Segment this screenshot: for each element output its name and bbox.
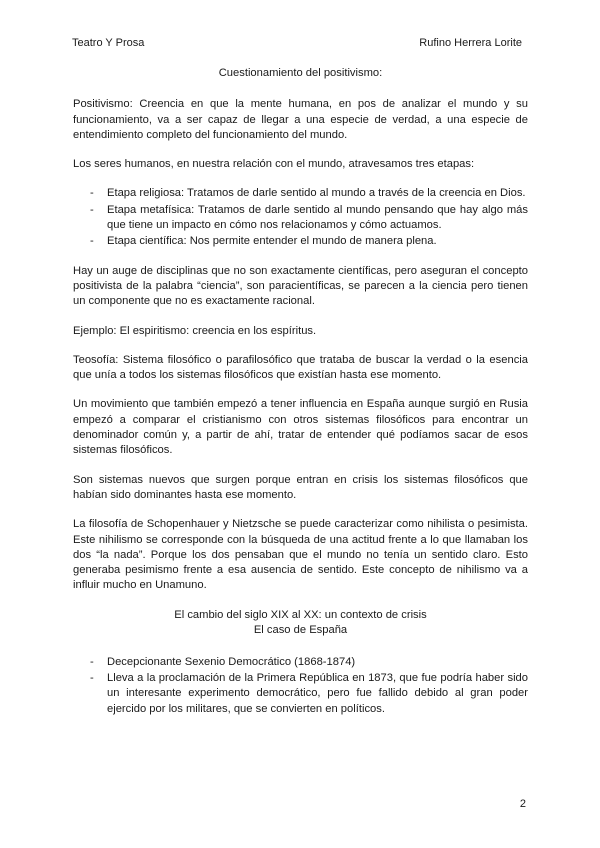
paragraph-paraciencias: Hay un auge de disciplinas que no son exactamente científicas, pero aseguran el concepto positivista de la palabra “ciencia”, son paracientíficas, se parecen a la ciencia pero tienen un componente que no es exactamente racional. (73, 264, 528, 308)
subheading-line-2: El caso de España (253, 623, 348, 636)
bullet-dash: - (90, 187, 94, 200)
bullet-dash: - (90, 672, 94, 685)
subheading-line-1: El cambio del siglo XIX al XX: un contexto de crisis (174, 608, 427, 621)
page-content (73, 66, 528, 731)
list-item-text: Lleva a la proclamación de la Primera República en 1873, que fue podría haber sido un interesante experimento democrático, pero fue fallido debido al gran poder ejercido por los militares, que se convierten en políticos. (107, 672, 528, 715)
header-course-title: Teatro Y Prosa (72, 37, 145, 49)
list-item-text: Etapa metafísica: Tratamos de darle sentido al mundo pensando que hay algo más que tiene un impacto en cómo nos relacionamos y cómo actuamos. (107, 203, 528, 232)
page-number: 2 (519, 798, 526, 810)
paragraph-teosofia: Teosofía: Sistema filosófico o parafilosófico que trataba de buscar la verdad o la esencia que unía a todos los sistemas filosóficos que existían hasta ese momento. (73, 353, 528, 382)
stages-list (73, 186, 528, 249)
paragraph-etapas-intro: Los seres humanos, en nuestra relación con el mundo, atravesamos tres etapas: (73, 158, 475, 171)
paragraph-positivismo: Positivismo: Creencia en que la mente humana, en pos de analizar el mundo y su funcionamiento, va a ser capaz de llegar a una especie de verdad, a una especie de entendimiento completo del funcionamiento del mundo. (73, 98, 528, 141)
list-item (73, 671, 528, 717)
list-item-text: Decepcionante Sexenio Democrático (1868-1874) (107, 655, 356, 668)
paragraph-nihilismo: La filosofía de Schopenhauer y Nietzsche se puede caracterizar como nihilista o pesimista. Este nihilismo se corresponde con la búsqueda de una actitud frente a lo que llamaban los dos “la nada”. Porque los dos pensaban que el mundo no tenía un sentido claro. Esto generaba pesimismo frente a esa ausencia de sentido. Este concepto de nihilismo va a influir mucho en Unamuno. (73, 518, 528, 592)
paragraph-movimiento-rusia: Un movimiento que también empezó a tener influencia en España aunque surgió en Rusia empezó a comparar el cristianismo con otros sistemas filosóficos para encontrar un denominador común y, a partir de ahí, tratar de entender qué podíamos sacar de esos sistemas filosóficos. (73, 398, 528, 457)
section-title: Cuestionamiento del positivismo: (218, 67, 383, 79)
bullet-dash: - (90, 235, 94, 248)
list-item-text: Etapa científica: Nos permite entender el mundo de manera plena. (107, 235, 437, 248)
header-author-name: Rufino Herrera Lorite (419, 37, 522, 49)
list-item (73, 234, 528, 249)
list-item-text: Etapa religiosa: Tratamos de darle sentido al mundo a través de la creencia en Dios. (107, 187, 526, 200)
subsection-heading (73, 608, 528, 638)
list-item (73, 203, 528, 234)
paragraph-sistemas-nuevos: Son sistemas nuevos que surgen porque entran en crisis los sistemas filosóficos que habían sido dominantes hasta ese momento. (73, 473, 528, 501)
list-item (73, 655, 528, 670)
bullet-dash: - (90, 655, 94, 668)
bullet-dash: - (90, 203, 94, 216)
paragraph-espiritismo: Ejemplo: El espiritismo: creencia en los espíritus. (73, 324, 317, 337)
list-item (73, 186, 528, 201)
spain-points-list (73, 655, 528, 717)
